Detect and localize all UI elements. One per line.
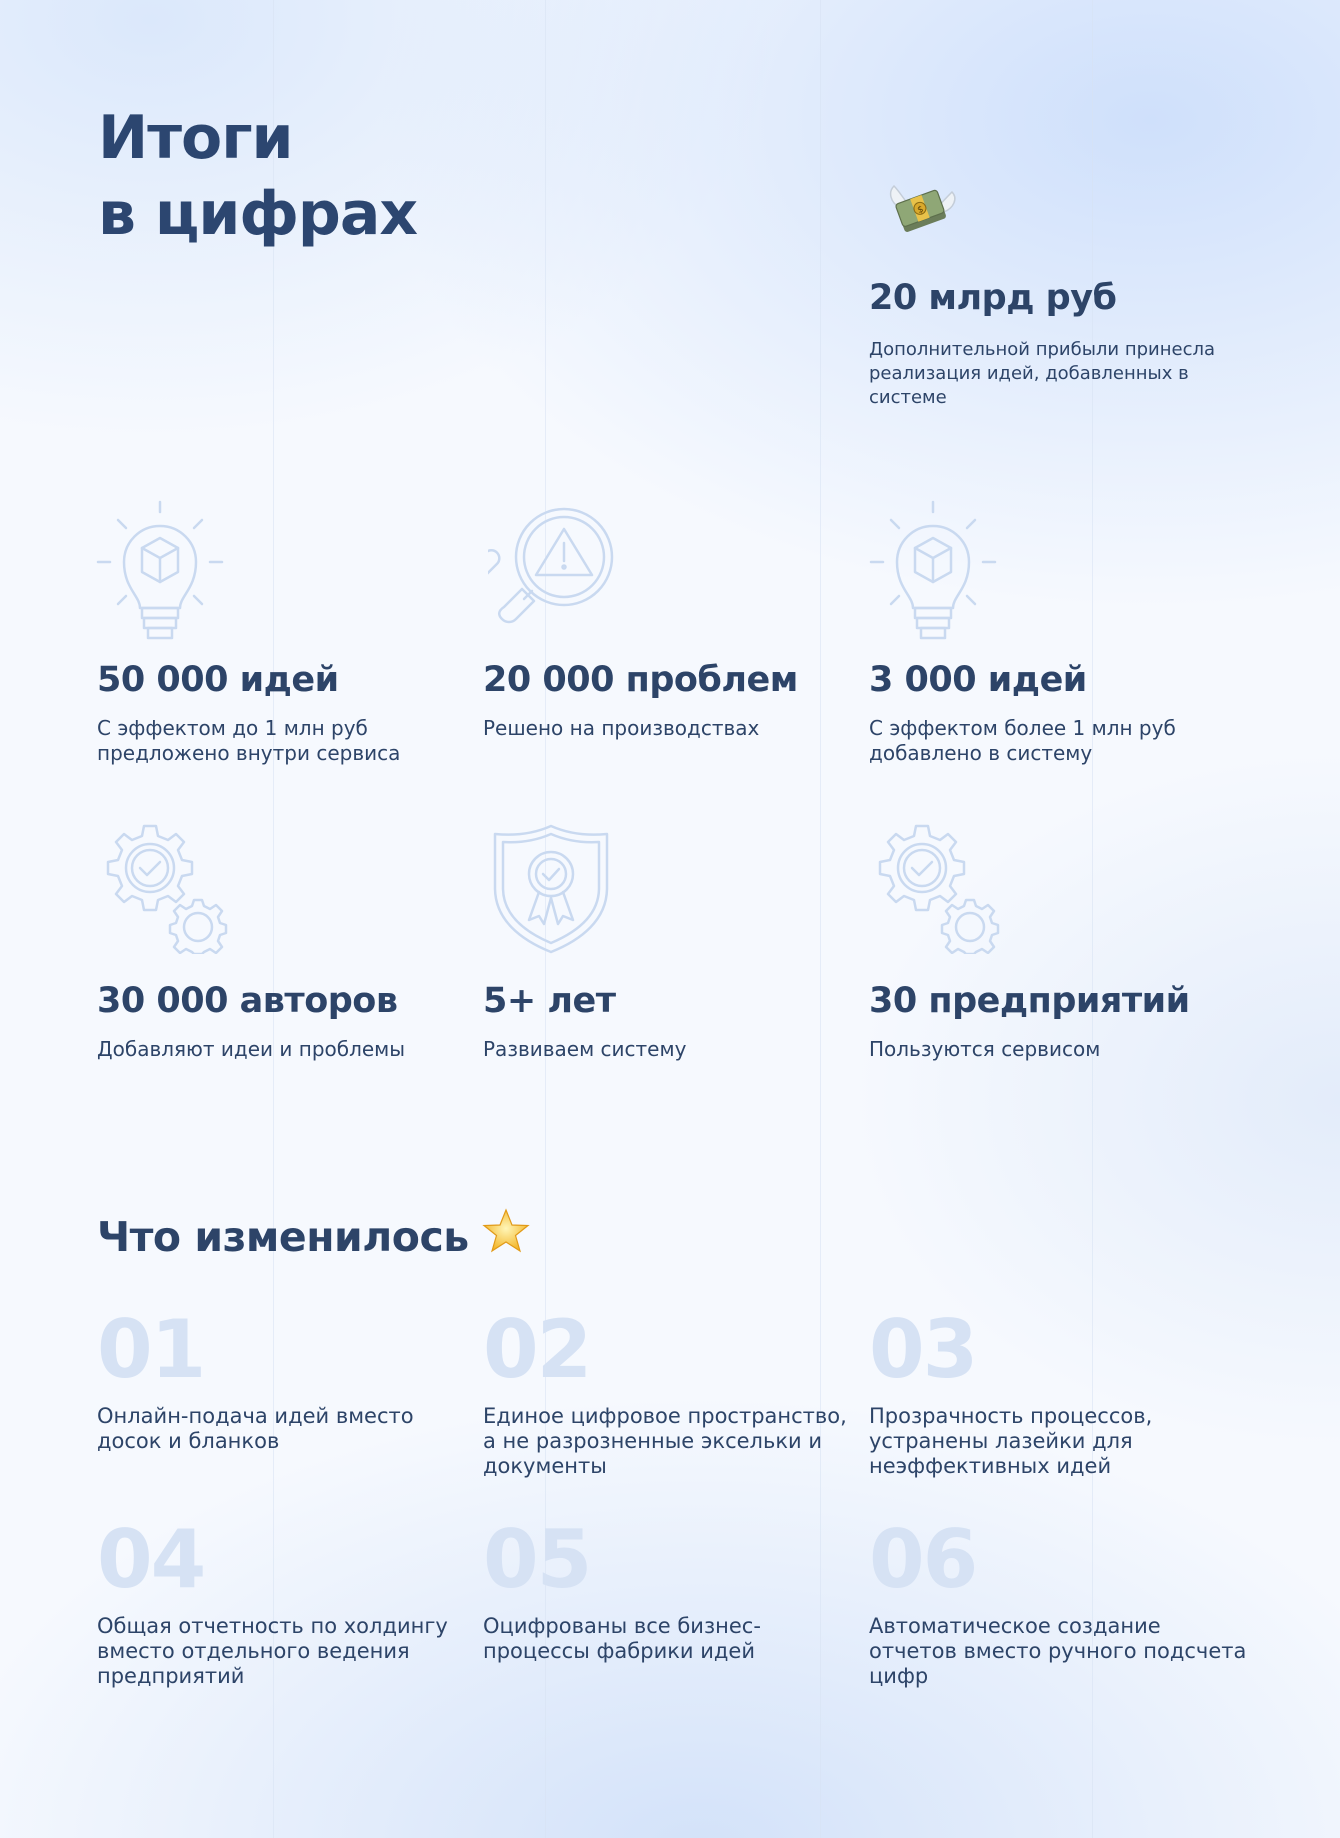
change-number: 03 xyxy=(869,1303,977,1396)
change-number: 02 xyxy=(483,1303,591,1396)
stat-value: 30 000 авторов xyxy=(97,981,398,1021)
stat-ideas-small xyxy=(97,660,457,766)
stat-value: 20 млрд руб xyxy=(869,278,1117,318)
stat-enterprises xyxy=(869,981,1289,1062)
change-text: Единое цифровое пространство, а не разрозненные эксельки и документы xyxy=(483,1404,847,1478)
stat-authors xyxy=(97,981,457,1062)
stat-value: 20 000 проблем xyxy=(483,660,798,700)
stat-ideas-large xyxy=(869,660,1229,766)
stat-years xyxy=(483,981,843,1062)
change-number: 04 xyxy=(97,1513,205,1606)
change-item-05 xyxy=(483,1513,863,1664)
stat-value: 30 предприятий xyxy=(869,981,1190,1021)
money-with-wings-icon xyxy=(886,178,958,244)
change-item-02 xyxy=(483,1303,863,1479)
stat-problems xyxy=(483,660,843,741)
shield-award-icon xyxy=(491,822,611,956)
stat-value: 50 000 идей xyxy=(97,660,339,700)
section-title xyxy=(97,1207,531,1267)
magnifier-warning-icon xyxy=(488,505,616,633)
title-line-1: Итоги xyxy=(98,103,293,173)
stat-description: Добавляют идеи и проблемы xyxy=(97,1037,406,1061)
change-item-03 xyxy=(869,1303,1249,1479)
svg-text:$: $ xyxy=(916,204,926,216)
change-item-06 xyxy=(869,1513,1249,1689)
lightbulb-cube-icon xyxy=(869,500,997,642)
change-text: Прозрачность процессов, устранены лазейки для неэффективных идей xyxy=(869,1404,1153,1478)
change-number: 05 xyxy=(483,1513,591,1606)
change-number: 06 xyxy=(869,1513,977,1606)
stat-value: 3 000 идей xyxy=(869,660,1087,700)
change-text: Общая отчетность по холдингу вместо отдельного ведения предприятий xyxy=(97,1614,448,1688)
change-text: Автоматическое создание отчетов вместо ручного подсчета цифр xyxy=(869,1614,1247,1688)
star-icon xyxy=(481,1207,531,1267)
change-item-01 xyxy=(97,1303,477,1454)
stat-description: Решено на производствах xyxy=(483,716,760,740)
stat-description: С эффектом более 1 млн руб добавлено в систему xyxy=(869,716,1176,765)
stat-profit xyxy=(869,278,1249,410)
stat-value: 5+ лет xyxy=(483,981,616,1021)
gears-check-icon xyxy=(870,822,1002,954)
lightbulb-cube-icon xyxy=(96,500,224,642)
title-line-2: в цифрах xyxy=(98,179,418,249)
gears-check-icon xyxy=(98,822,230,954)
change-text: Оцифрованы все бизнес-процессы фабрики идей xyxy=(483,1614,761,1663)
section-title-text: Что изменилось xyxy=(97,1213,469,1261)
stat-description: Дополнительной прибыли принесла реализация идей, добавленных в системе xyxy=(869,339,1215,408)
page-title xyxy=(98,100,417,252)
stat-description: Развиваем систему xyxy=(483,1037,687,1061)
change-number: 01 xyxy=(97,1303,205,1396)
change-item-04 xyxy=(97,1513,477,1689)
stat-description: С эффектом до 1 млн руб предложено внутри сервиса xyxy=(97,716,401,765)
stat-description: Пользуются сервисом xyxy=(869,1037,1101,1061)
change-text: Онлайн-подача идей вместо досок и бланков xyxy=(97,1404,414,1453)
